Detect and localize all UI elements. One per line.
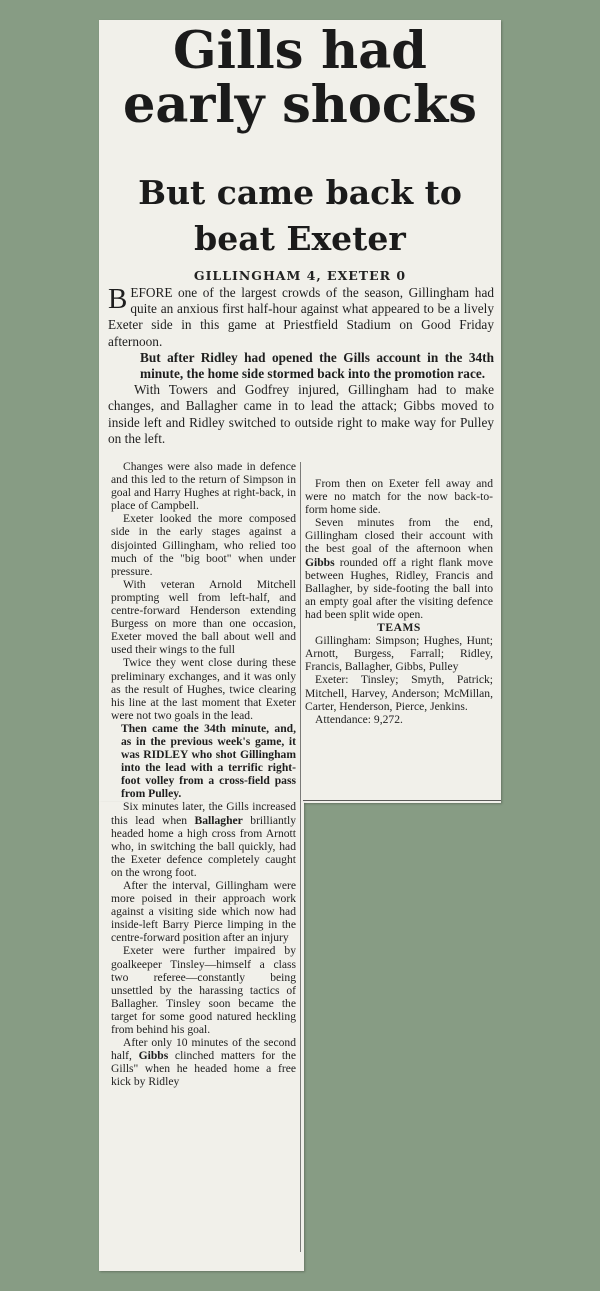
- teams-exeter: Exeter: Tinsley; Smyth, Patrick; Mitchell, Harvey, Anderson; McMillan, Carter, Henderson, Pierce, Jenkins.: [305, 673, 493, 713]
- teams-section: [305, 621, 493, 726]
- score-line: GILLINGHAM 4, EXETER 0: [193, 268, 407, 283]
- teams-gillingham: Gillingham: Simpson; Hughes, Hunt; Arnott, Burgess, Farrall; Ridley, Francis, Ballagher, Gibbs, Pulley: [305, 634, 493, 674]
- column-divider: [300, 462, 301, 1252]
- scorer-name: Ballagher: [194, 813, 243, 827]
- article-end-rule: [303, 800, 501, 801]
- intro-paragraph-2: But after Ridley had opened the Gills account in the 34th minute, the home side stormed back into the promotion race.: [140, 349, 494, 382]
- col2-paragraph-2: Seven minutes from the end, Gillingham closed their account with the best goal of the afternoon when Gibbs rounded off a right flank move between Hughes, Ridley, Francis and Ballagher, by side-footing the ball into an empty goal after the visiting defence had been split wide open.: [305, 516, 493, 621]
- scorer-name: RIDLEY: [143, 748, 188, 762]
- scorer-name: Gibbs: [305, 555, 335, 569]
- col2-paragraph-1: From then on Exeter fell away and were no match for the now back-to-form home side.: [305, 477, 493, 517]
- column-right: [305, 477, 493, 726]
- col1-paragraph-2: Exeter looked the more composed side in the early stages against a disjointed Gillingham, who relied too much of the "big boot" when under pressure.: [111, 512, 296, 578]
- col1-paragraph-3: With veteran Arnold Mitchell prompting well from left-half, and centre-forward Henderson extending Burgess on more than one occasion, Exeter moved the ball about well and used their wings to the full: [111, 577, 296, 657]
- col1-paragraph-5: Then came the 34th minute, and, as in the previous week's game, it was RIDLEY who shot Gillingham into the lead with a terrific right-foot volley from a cross-field pass from Pulley.: [121, 721, 296, 801]
- col1-paragraph-6: Six minutes later, the Gills increased this lead when Ballagher brilliantly headed home a high cross from Arnott who, in switching the ball quickly, had the Exeter defence completely caught on the wrong foot.: [111, 800, 296, 879]
- col1-paragraph-4: Twice they went close during these preliminary exchanges, and it was only as the result of Hughes, twice clearing his line at the last moment that Exeter were not two goals in the lead.: [111, 656, 296, 722]
- subheadline: But came back to beat Exeter: [138, 173, 462, 258]
- teams-heading: TEAMS: [377, 621, 421, 635]
- scorer-name: Gibbs: [138, 1049, 169, 1063]
- attendance: Attendance: 9,272.: [315, 712, 403, 726]
- col1-paragraph-8: Exeter were further impaired by goalkeeper Tinsley—himself a class two referee—constantly being unsettled by the harassing tactics of Ballagher. Tinsley soon became the target for some good natured heckling from behind his goal.: [111, 944, 296, 1037]
- headline: Gills had early shocks: [122, 21, 478, 135]
- col1-paragraph-9: After only 10 minutes of the second half, Gibbs clinched matters for the Gills" when he headed home a free kick by Ridley: [111, 1036, 296, 1089]
- col1-paragraph-1: Changes were also made in defence and this led to the return of Simpson in goal and Harry Hughes at right-back, in place of Campbell.: [111, 460, 296, 513]
- col1-paragraph-7: After the interval, Gillingham were more poised in their approach work against a visiting side which now had inside-left Barry Pierce limping in the centre-forward position after an injury: [111, 879, 296, 945]
- drop-cap: B: [108, 283, 128, 315]
- intro-paragraph-3: With Towers and Godfrey injured, Gillingham had to make changes, and Ballagher came in to lead the attack; Gibbs moved to inside left and Ridley switched to outside right to make way for Pulley on the left.: [108, 382, 494, 446]
- intro-paragraph-1: BEFORE one of the largest crowds of the season, Gillingham had quite an anxious first half-hour against what appeared to be a lively Exeter side in this game at Priestfield Stadium on Good Friday afternoon.: [108, 283, 494, 349]
- intro-section: [108, 285, 494, 447]
- column-left: [111, 460, 296, 1089]
